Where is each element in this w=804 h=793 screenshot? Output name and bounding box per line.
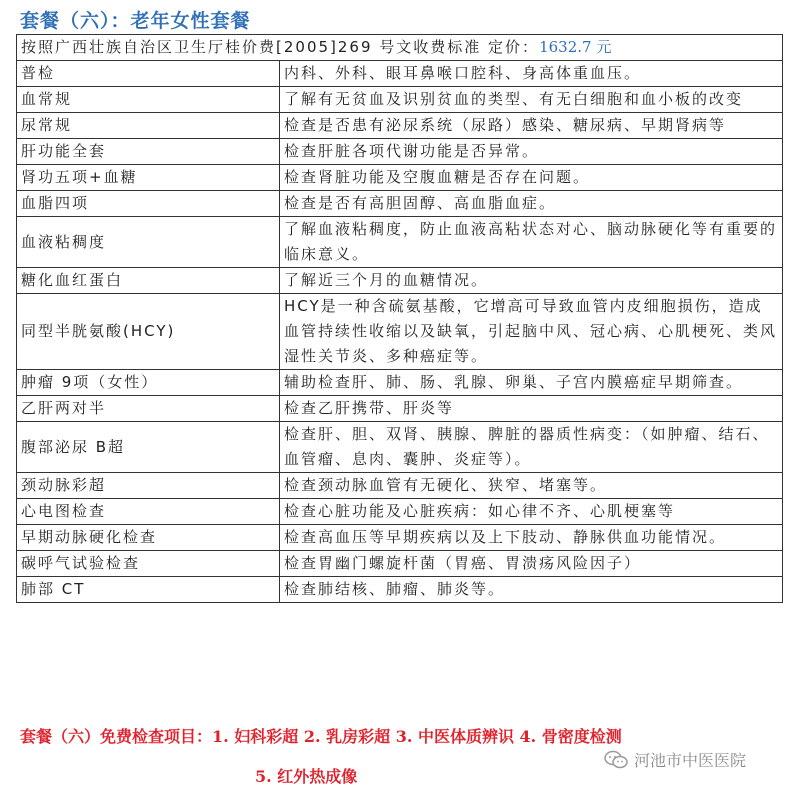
exam-item: 尿常规 [17, 113, 280, 139]
package-table-body [17, 35, 783, 603]
exam-description: 内科、外科、眼耳鼻喉口腔科、身高体重血压。 [280, 61, 783, 87]
exam-item: 血常规 [17, 87, 280, 113]
exam-description: HCY是一种含硫氨基酸，它增高可导致血管内皮细胞损伤，造成血管持续性收缩以及缺氧，引起脑中风、冠心病、心肌梗死、类风湿性关节炎、多种癌症等。 [280, 294, 783, 370]
exam-item: 糖化血红蛋白 [17, 268, 280, 294]
exam-item: 同型半胱氨酸(HCY) [17, 294, 280, 370]
table-row [17, 294, 783, 370]
exam-description: 检查胃幽门螺旋杆菌（胃癌、胃溃疡风险因子） [280, 551, 783, 577]
table-row [17, 217, 783, 268]
table-row [17, 61, 783, 87]
watermark [604, 748, 746, 771]
exam-item: 血脂四项 [17, 191, 280, 217]
exam-item: 肾功五项+血糖 [17, 165, 280, 191]
exam-description: 检查肝、胆、双肾、胰腺、脾脏的器质性病变：（如肿瘤、结石、血管瘤、息肉、囊肿、炎症等）。 [280, 422, 783, 473]
exam-description: 了解血液粘稠度，防止血液高粘状态对心、脑动脉硬化等有重要的临床意义。 [280, 217, 783, 268]
table-row [17, 191, 783, 217]
wechat-icon [604, 750, 628, 770]
exam-item: 碳呼气试验检查 [17, 551, 280, 577]
table-row [17, 577, 783, 603]
exam-description: 检查肺结核、肺瘤、肺炎等。 [280, 577, 783, 603]
exam-description: 检查高血压等早期疾病以及上下肢动、静脉供血功能情况。 [280, 525, 783, 551]
table-row [17, 499, 783, 525]
table-row [17, 139, 783, 165]
exam-item: 心电图检查 [17, 499, 280, 525]
exam-item: 颈动脉彩超 [17, 473, 280, 499]
package-price: 1632.7 元 [539, 38, 612, 56]
exam-item: 早期动脉硬化检查 [17, 525, 280, 551]
exam-description: 检查是否有高胆固醇、高血脂血症。 [280, 191, 783, 217]
exam-item: 腹部泌尿 B超 [17, 422, 280, 473]
exam-description: 检查肾脏功能及空腹血糖是否存在问题。 [280, 165, 783, 191]
exam-item: 普检 [17, 61, 280, 87]
exam-description: 检查是否患有泌尿系统（尿路）感染、糖尿病、早期肾病等 [280, 113, 783, 139]
exam-description: 辅助检查肝、肺、肠、乳腺、卵巢、子宫内膜癌症早期筛查。 [280, 370, 783, 396]
pricing-basis [17, 35, 783, 61]
header-row [17, 35, 783, 61]
package-table [16, 34, 783, 603]
exam-item: 肺部 CT [17, 577, 280, 603]
exam-description: 了解近三个月的血糖情况。 [280, 268, 783, 294]
table-row [17, 422, 783, 473]
table-row [17, 396, 783, 422]
exam-item: 肿瘤 9项（女性） [17, 370, 280, 396]
table-row [17, 87, 783, 113]
pricing-basis-text: 按照广西壮族自治区卫生厅桂价费[2005]269 号文收费标准 定价： [21, 38, 540, 56]
table-row [17, 370, 783, 396]
exam-item: 肝功能全套 [17, 139, 280, 165]
table-row [17, 268, 783, 294]
table-row [17, 525, 783, 551]
table-row [17, 473, 783, 499]
exam-description: 检查肝脏各项代谢功能是否异常。 [280, 139, 783, 165]
table-row [17, 551, 783, 577]
table-row [17, 165, 783, 191]
exam-description: 检查颈动脉血管有无硬化、狭窄、堵塞等。 [280, 473, 783, 499]
exam-description: 了解有无贫血及识别贫血的类型、有无白细胞和血小板的改变 [280, 87, 783, 113]
exam-item: 血液粘稠度 [17, 217, 280, 268]
free-items-line-2: 5. 红外热成像 [255, 767, 358, 786]
exam-item: 乙肝两对半 [17, 396, 280, 422]
free-items-line-1: 套餐（六）免费检查项目：1. 妇科彩超 2. 乳房彩超 3. 中医体质辨识 4. 骨密度检测 [20, 727, 622, 746]
package-title: 套餐（六）：老年女性套餐 [20, 10, 251, 32]
watermark-text: 河池市中医医院 [634, 751, 747, 770]
exam-description: 检查心脏功能及心脏疾病：如心律不齐、心肌梗塞等 [280, 499, 783, 525]
exam-description: 检查乙肝携带、肝炎等 [280, 396, 783, 422]
table-row [17, 113, 783, 139]
